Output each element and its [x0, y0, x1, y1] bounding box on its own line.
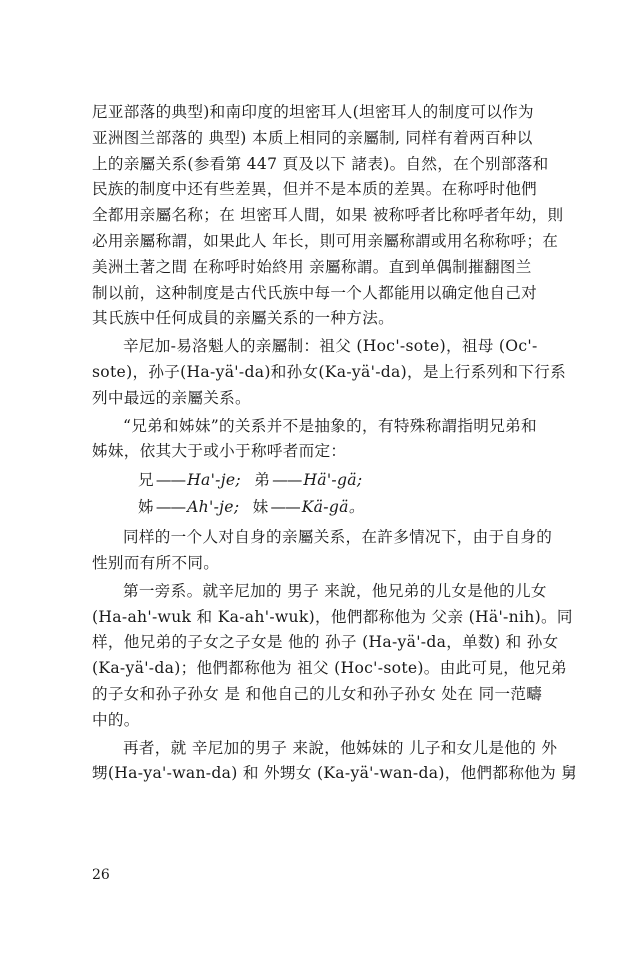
text-line: 民族的制度中还有些差異，但并不是本质的差異。在称呼时他們	[92, 180, 538, 199]
text-line: 列中最远的亲屬关系。	[92, 388, 251, 407]
text-line: 尼亚部落的典型)和南印度的坦密耳人(坦密耳人的制度可以作为	[92, 103, 534, 121]
sibling-terms	[138, 467, 555, 521]
kin-row-elder-younger-sister	[138, 494, 555, 521]
text-line: 亚洲图兰部落的 典型) 本质上相同的亲屬制, 同样有着两百种以	[92, 128, 533, 147]
text-line: 上的亲屬关系(参看第 447 頁及以下 諸表)。自然，在个别部落和	[92, 154, 549, 173]
text-line: 再者，就 辛尼加的男子 来說，他姊妹的 儿子和女儿是他的 外	[123, 738, 558, 757]
kin-dash: ——	[155, 498, 186, 517]
text-line: 辛尼加-易洛魁人的亲屬制：祖父 (Hoc'-sote)，祖母 (Oc'-	[123, 337, 538, 356]
text-line: 的子女和孙子孙女 是 和他自己的儿女和孙子孙女 处在 同一范疇	[92, 684, 543, 703]
text-line: 第一旁系。就辛尼加的 男子 来說，他兄弟的儿女是他的儿女	[123, 581, 547, 600]
paragraph-4	[92, 525, 555, 577]
paragraph-5	[92, 579, 573, 734]
kin-romanization: Ah'-je;	[187, 498, 240, 517]
text-line: 美洲土著之間 在称呼时始終用 亲屬称謂。直到单偶制摧翻图兰	[92, 257, 532, 276]
kin-romanization: Ha'-je;	[187, 471, 241, 490]
kin-romanization: Kä-gä。	[301, 498, 365, 517]
paragraph-3	[92, 414, 555, 466]
kin-row-elder-younger-brother	[138, 467, 555, 494]
paragraph-6	[92, 736, 578, 788]
kin-term: 兄	[138, 471, 154, 490]
paragraph-1	[92, 100, 564, 332]
text-line: 同样的一个人对自身的亲屬关系，在許多情况下，由于自身的	[123, 528, 553, 547]
text-line: (Ha-ah'-wuk 和 Ka-ah'-wuk)，他們都称他为 父亲 (Hä'-nih)。同	[92, 607, 573, 626]
text-line: 全都用亲屬名称；在 坦密耳人間，如果 被称呼者比称呼者年幼，則	[92, 206, 564, 225]
text-line: 样，他兄弟的子女之子女是 他的 孙子 (Ha-yä'-da，单数) 和 孙女	[92, 633, 559, 652]
text-line: “兄弟和姊妹”的关系并不是抽象的，有特殊称謂指明兄弟和	[123, 416, 537, 435]
text-line: 性别而有所不同。	[92, 553, 220, 572]
page-number: 26	[92, 867, 110, 883]
kin-term: 弟	[254, 471, 271, 490]
kin-dash: ——	[272, 471, 302, 490]
text-line: 制以前，这种制度是古代氏族中每一个人都能用以确定他自己对	[92, 283, 538, 302]
kin-romanization: Hä'-gä;	[303, 471, 363, 490]
text-line: 姊妹，依其大于或小于称呼者而定：	[92, 442, 347, 461]
kin-term: 妹	[252, 498, 269, 517]
text-line: (Ka-yä'-da)；他們都称他为 祖父 (Hoc'-sote)。由此可見，他兄弟	[92, 659, 567, 678]
paragraph-2	[92, 334, 566, 411]
kin-term: 姊	[138, 498, 154, 517]
text-line: 中的。	[92, 710, 140, 729]
text-line: 其氏族中任何成員的亲屬关系的一种方法。	[92, 309, 394, 328]
kin-dash: ——	[155, 471, 186, 490]
kin-dash: ——	[270, 498, 300, 517]
text-line: 必用亲屬称謂，如果此人 年长，則可用亲屬称謂或用名称称呼；在	[92, 231, 559, 250]
text-line: 甥(Ha-ya'-wan-da) 和 外甥女 (Ka-yä'-wan-da)，他們都称他为 舅	[92, 764, 578, 783]
text-line: sote)，孙子(Ha-yä'-da)和孙女(Ka-yä'-da)，是上行系列和下行系	[92, 362, 566, 381]
body-text	[92, 100, 578, 789]
